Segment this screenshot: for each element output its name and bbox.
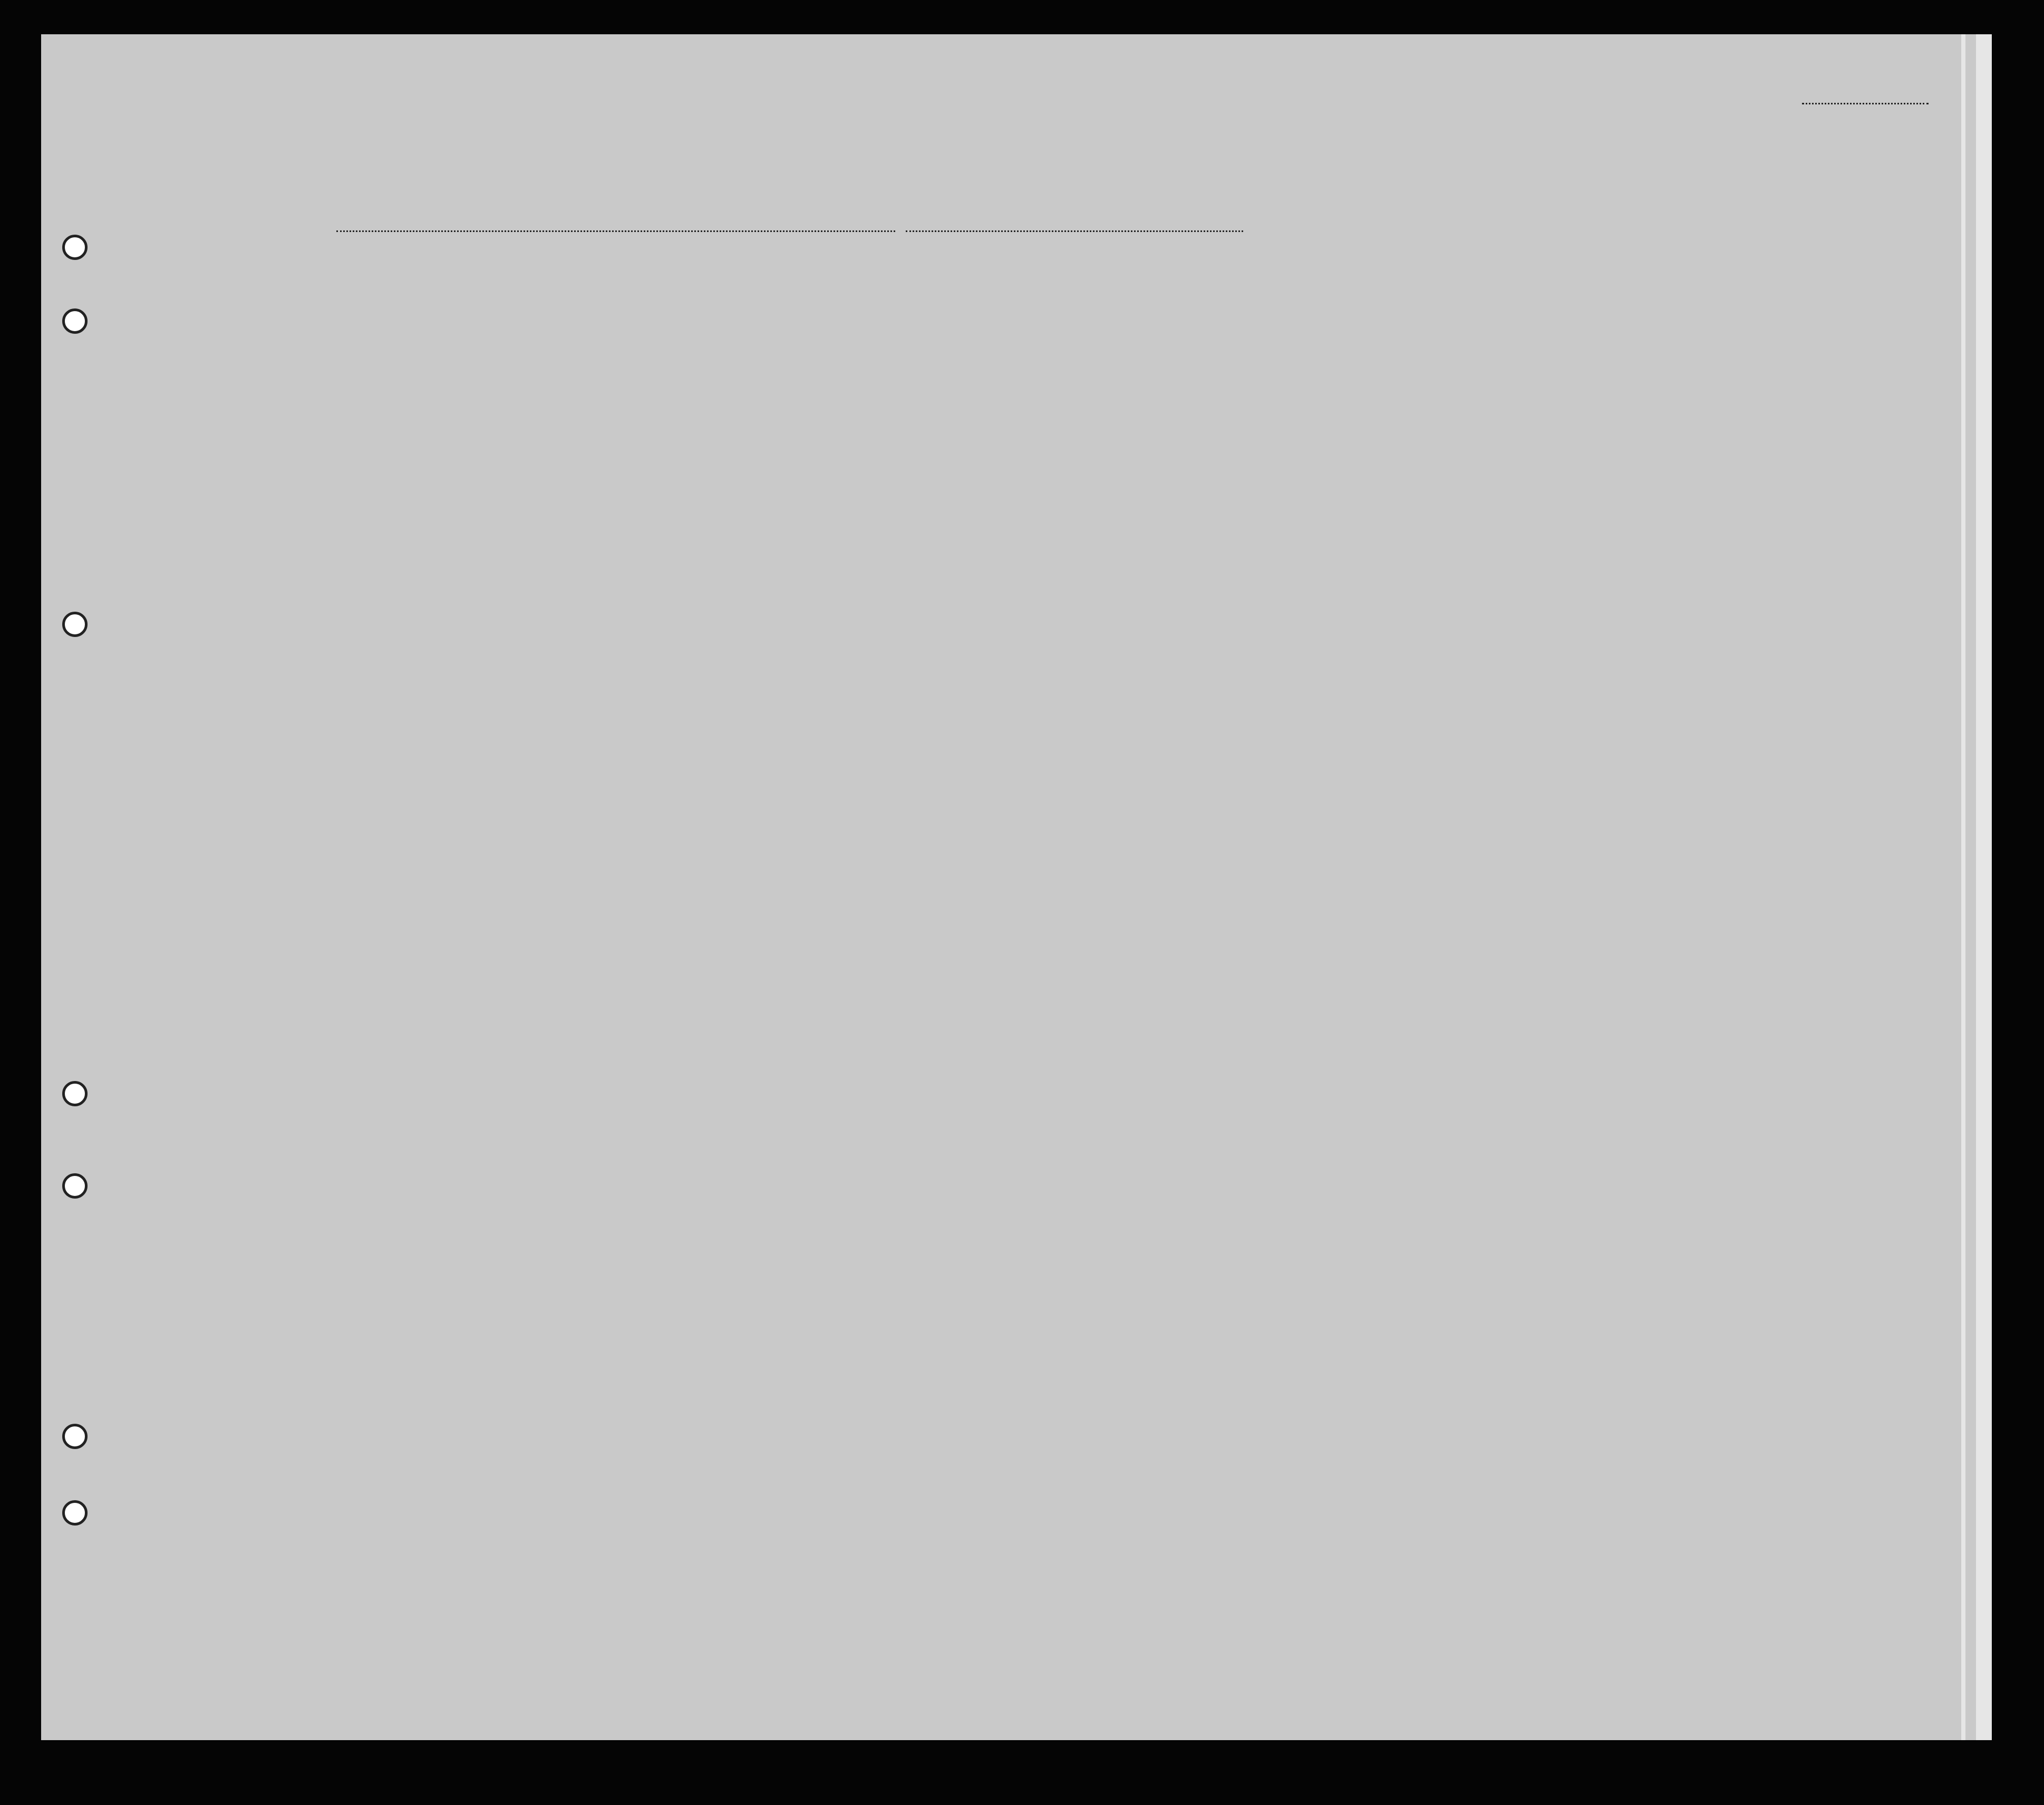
manifest-sheet — [41, 34, 1992, 1740]
punch-hole — [62, 612, 88, 637]
manifest-grid — [41, 34, 1992, 1740]
punch-hole — [62, 235, 88, 260]
punch-hole — [62, 308, 88, 334]
punch-hole — [62, 1500, 88, 1526]
punch-hole — [62, 1424, 88, 1449]
punch-hole — [62, 1173, 88, 1199]
punch-hole — [62, 1081, 88, 1106]
